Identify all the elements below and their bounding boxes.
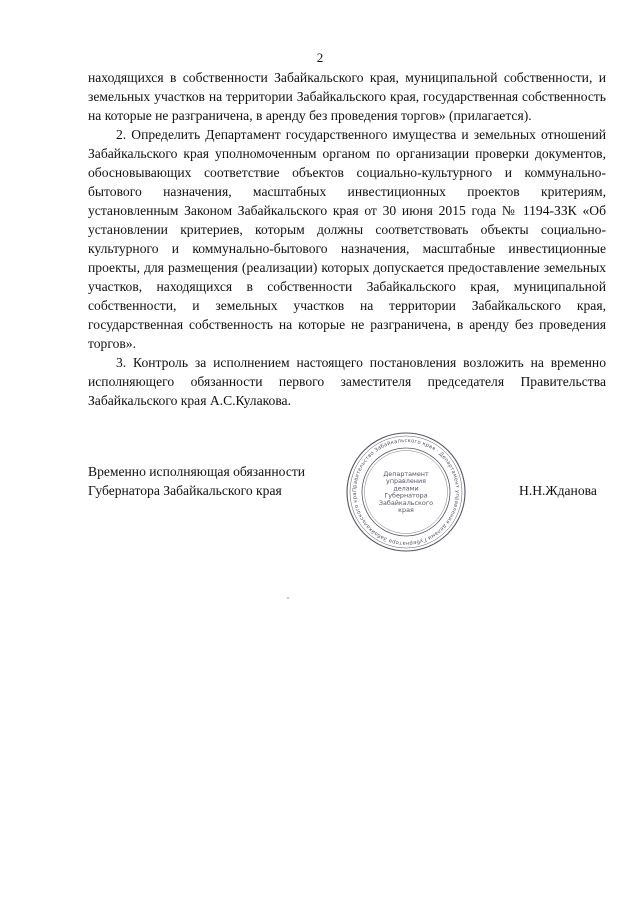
paragraph-3: 3. Контроль за исполнением настоящего постановления возложить на временно исполняющего обязанности первого заместителя председателя Правительства Забайкальского края А.С.Кулакова. [88,355,606,408]
paragraph-continuation: находящихся в собственности Забайкальского края, муниципальной собственности, и земельных участков на территории Забайкальского края, государственная собственность на которые не разграничена, в аренду без проведения торгов» (прилагается). [88,70,606,123]
document-body [88,68,606,410]
signature-position-line-1: Временно исполняющая обязанности [88,464,306,479]
signatory-name: Н.Н.Жданова [519,483,597,498]
official-seal-stamp [344,430,468,554]
svg-text:делами: делами [393,484,419,493]
signature-position [88,462,305,500]
svg-text:Губернатора: Губернатора [384,491,428,500]
svg-text:Департамент: Департамент [383,470,429,478]
signature-position-line-2: Губернатора Забайкальского края [88,483,282,498]
svg-text:Правительство Забайкальского к: Правительство Забайкальского края · Департамент управления делами Губернатора Забайкальского кра [351,437,461,547]
page-number: 2 [316,50,324,65]
svg-text:Забайкальского: Забайкальского [378,498,434,507]
svg-text:края: края [398,506,414,514]
svg-text:управления: управления [386,477,426,486]
scan-speck [287,597,289,599]
paragraph-2: 2. Определить Департамент государственного имущества и земельных отношений Забайкальского края уполномоченным органом по организации проверки документов, обосновывающих соответствие объектов социально-культурного и коммунально-бытового назначения, масштабных инвестиционных проектов критериям, установленным Законом Забайкальского края от 30 июня 2015 года № 1194-ЗЗК «Об установлении критериев, которым должны соответствовать объекты социально-культурного и коммунально-бытового назначения, масштабные инвестиционные проекты, для размещения (реализации) которых допускается предоставление земельных участков, находящихся в собственности Забайкальского края, муниципальной собственности, и земельных участков на территории Забайкальского края, государственная собственность на которые не разграничена, в аренду без проведения торгов». [88,127,606,351]
